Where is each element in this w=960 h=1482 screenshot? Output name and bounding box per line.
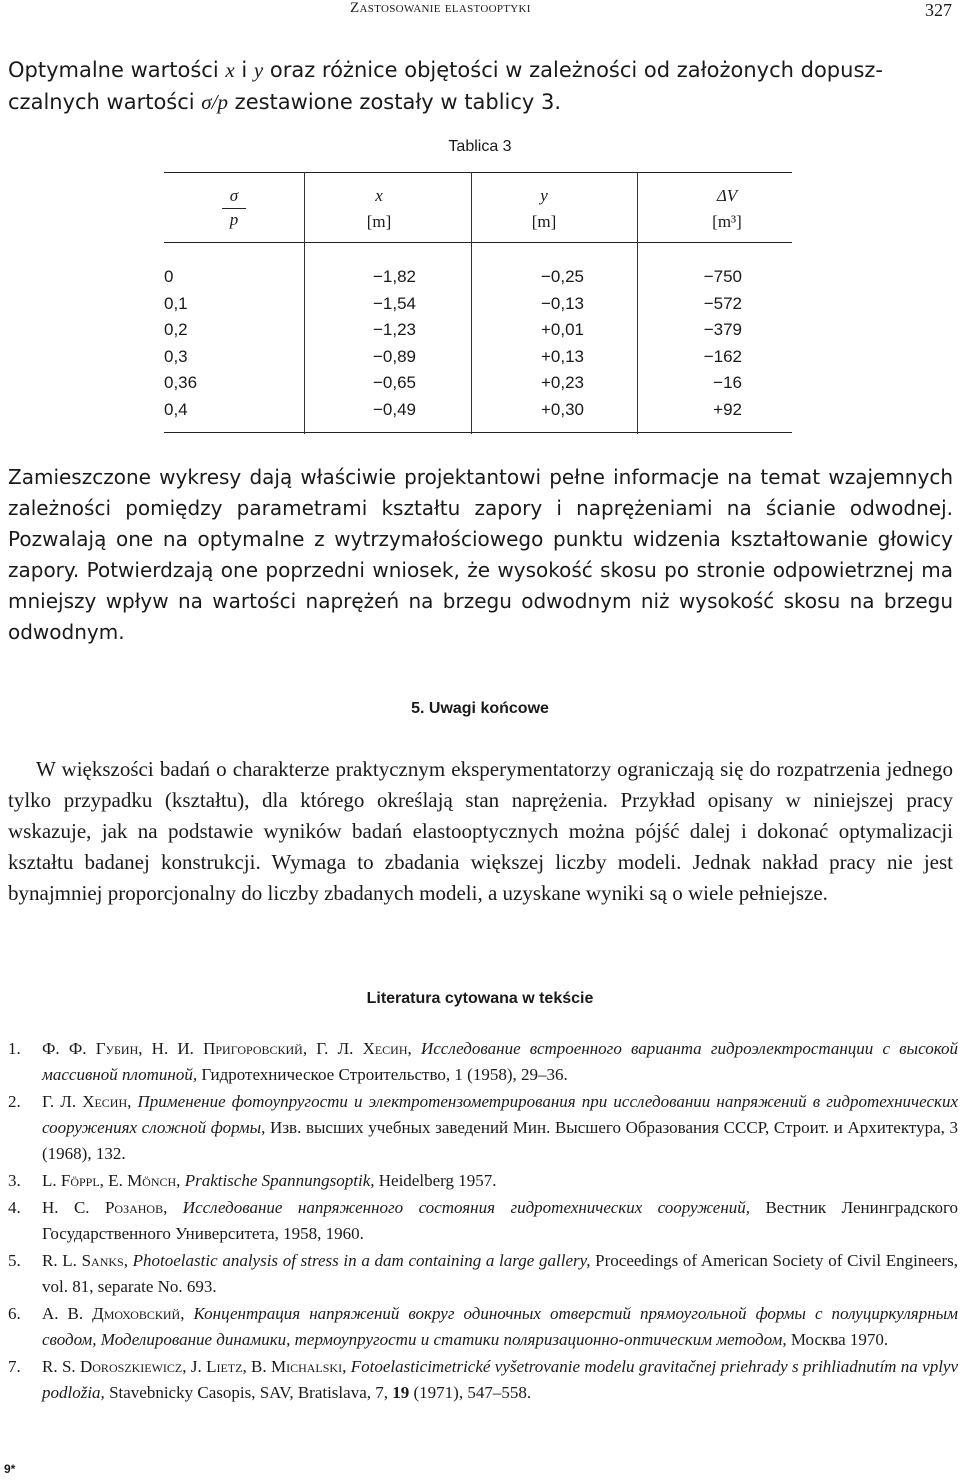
page-number: 327 [925, 0, 952, 20]
table-divider [471, 172, 472, 434]
page-header [0, 0, 960, 22]
reference-source: Гидротехническое Строительство, 1 (1958), 29–36. [201, 1065, 568, 1084]
reference-title: Концентрация напряжений вокруг одиночных отверстий прямоугольной формы с полуциркулярным сводом, Моделирование динамики, термоупругости и статики поляризационно-оптическим методом, [42, 1304, 958, 1349]
table-cell: 0,1 [164, 293, 188, 313]
table-bottom-rule [164, 432, 792, 433]
reference-number: 6. [8, 1304, 21, 1323]
y-unit: [m] [531, 212, 557, 231]
table-cell: −750 [703, 267, 742, 286]
column-sigma-p [164, 264, 244, 423]
reference-source: Вестник Ленинградского Государственного Университета, 1958, 1960. [42, 1198, 959, 1243]
table-cell: −162 [703, 346, 742, 366]
reference-authors: L. Föppl, E. Mönch, [42, 1171, 181, 1190]
reference-source: Stavebnicky Casopis, SAV, Bratislava, 7, [109, 1383, 388, 1402]
table-cell: 0 [164, 267, 174, 286]
table-cell: +0,13 [540, 346, 584, 366]
running-head: Zastosowanie elastooptyki [350, 0, 531, 16]
y-symbol: y [540, 186, 548, 205]
reference-authors: Н. С. Розанов, [42, 1198, 168, 1217]
header-y [489, 186, 599, 232]
table-cell: +92 [713, 399, 742, 419]
table-cell: −0,65 [372, 373, 416, 392]
reference-title: Fotoelasticimetrické vyšetrovanie modelu gravitačnej priehrady s prihliadnutím na vplyv podložia, [42, 1357, 959, 1402]
reference-source: (1971), 547–558. [413, 1383, 532, 1402]
table-cell: +0,30 [540, 399, 584, 419]
var-sigma-p: σ/p [201, 90, 228, 114]
x-symbol: x [375, 186, 383, 205]
reference-item [8, 1301, 958, 1353]
reference-title: Исследование встроенного варианта гидроэлектростанции с высокой массивной плотиной, [42, 1039, 959, 1084]
body-paragraph-1: Zamieszczone wykresy dają właściwie projektantowi pełne informacje na temat wzajemnych zależności pomiędzy parametrami kształtu zapory i naprężeniami na ścianie odwodnej. Pozwalają one na optymalne z wytrzymałościowego punktu widzenia kształtowanie głowicy zapory. Potwierdzają one poprzedni wniosek, że wysokość skosu po stronie odpowietrznej ma mniejszy wpływ na wartości naprężeń na brzegu odwodnym niż wysokość skosu na brzegu odwodnym. [8, 465, 953, 644]
table-cell: −0,13 [540, 293, 584, 313]
reference-source: Heidelberg 1957. [378, 1171, 497, 1190]
reference-number: 7. [8, 1357, 21, 1376]
fraction-line [222, 208, 246, 209]
table-cell: 0,4 [164, 399, 188, 419]
reference-authors: Г. Л. Хесин, [42, 1092, 132, 1111]
reference-item [8, 1036, 958, 1088]
intro-text: czalnych wartości [8, 90, 202, 114]
sigma-symbol: σ [229, 186, 239, 205]
reference-item [8, 1168, 958, 1194]
intro-text: i [234, 58, 254, 82]
header-x [324, 186, 434, 232]
section-title: 5. Uwagi końcowe [411, 700, 549, 717]
reference-source: Москва 1970. [790, 1330, 889, 1349]
reference-list [8, 1036, 958, 1407]
data-table [164, 172, 792, 434]
literature-title: Literatura cytowana w tekście [366, 990, 594, 1007]
reference-authors: R. S. Doroszkiewicz, J. Lietz, B. Michalski, [42, 1357, 347, 1376]
column-x [324, 264, 416, 423]
var-y: y [253, 58, 264, 82]
var-x: x [225, 58, 235, 82]
reference-authors: R. L. Sanks, [42, 1251, 128, 1270]
table-cell: +0,23 [540, 373, 584, 392]
delta-v-symbol: ΔV [716, 186, 738, 205]
table-cell: +0,01 [540, 320, 584, 339]
body-paragraph-2: W większości badań o charakterze praktycznym eksperymentatorzy ograniczają się do rozpatrzenia jednego tylko przypadku (kształtu), dla którego określają stan naprężenia. Przykład opisany w niniejszej pracy wskazuje, jak na podstawie wyników badań elastooptycznych można pójść dalej i dokonać optymalizacji kształtu badanej konstrukcji. Wymaga to zbadania większej liczby modeli. Jednak nakład pracy nie jest bynajmniej proporcjonalny do liczby zbadanych modeli, a uzyskane wyniki są o wiele pełniejsze. [8, 757, 953, 905]
table-title: Tablica 3 [448, 138, 512, 155]
p-symbol: p [229, 210, 239, 229]
delta-v-unit: [m³] [712, 212, 742, 231]
reference-item [8, 1089, 958, 1167]
reference-number: 4. [8, 1198, 21, 1217]
reference-title: Praktische Spannungsoptik, [184, 1171, 375, 1190]
reference-title: Исследование напряженного состояния гидротехнических сооружений, [182, 1198, 750, 1217]
reference-title: Применение фотоупругости и электротензометрирования при исследовании напряжений в гидротехнических сооружениях сложной формы, [42, 1092, 958, 1137]
header-sigma-over-p [222, 186, 246, 230]
table-cell: −16 [713, 373, 742, 392]
column-delta-v [664, 264, 742, 423]
reference-source: Изв. высших учебных заведений Мин. Высшего Образования СССР, Строит. и Архитектура, 3 (1968), 132. [42, 1118, 959, 1163]
reference-authors: А. В. Дмоховский, [42, 1304, 185, 1323]
table-header-rule [164, 242, 792, 243]
reference-item [8, 1248, 958, 1300]
table-cell: 0,2 [164, 320, 188, 339]
x-unit: [m] [366, 212, 392, 231]
header-delta-v [672, 186, 782, 232]
reference-number: 5. [8, 1251, 21, 1270]
table-divider [304, 172, 305, 434]
reference-number: 3. [8, 1171, 21, 1190]
reference-title: Photoelastic analysis of stress in a dam containing a large gallery, [132, 1251, 591, 1270]
table-divider [637, 172, 638, 434]
reference-authors: Ф. Ф. Губин, Н. И. Пригоровский, Г. Л. Хесин, [42, 1039, 412, 1058]
table-top-rule [164, 172, 792, 173]
table-cell: 0,36 [164, 373, 198, 392]
table-cell: −572 [703, 293, 742, 313]
reference-item [8, 1195, 958, 1247]
reference-number: 2. [8, 1092, 21, 1111]
reference-source: Proceedings of American Society of Civil Engineers, vol. 81, separate No. 693. [42, 1251, 958, 1296]
table-cell: −1,23 [372, 320, 416, 339]
table-cell: −0,25 [540, 267, 584, 286]
table-cell: −1,82 [372, 267, 416, 286]
column-y [492, 264, 584, 423]
intro-text: Optymalne wartości [8, 58, 226, 82]
reference-item [8, 1354, 958, 1406]
table-cell: −1,54 [372, 293, 416, 313]
table-cell: 0,3 [164, 346, 188, 366]
signature-mark: 9* [4, 1462, 16, 1476]
intro-text: zestawione zostały w tablicy 3. [228, 90, 562, 114]
table-cell: −0,49 [372, 399, 416, 419]
reference-number: 1. [8, 1039, 21, 1058]
intro-paragraph [8, 54, 953, 118]
reference-volume: 19 [392, 1383, 410, 1402]
intro-text: oraz różnice objętości w zależności od założonych dopusz- [263, 58, 883, 82]
table-cell: −379 [703, 320, 742, 339]
table-cell: −0,89 [372, 346, 416, 366]
